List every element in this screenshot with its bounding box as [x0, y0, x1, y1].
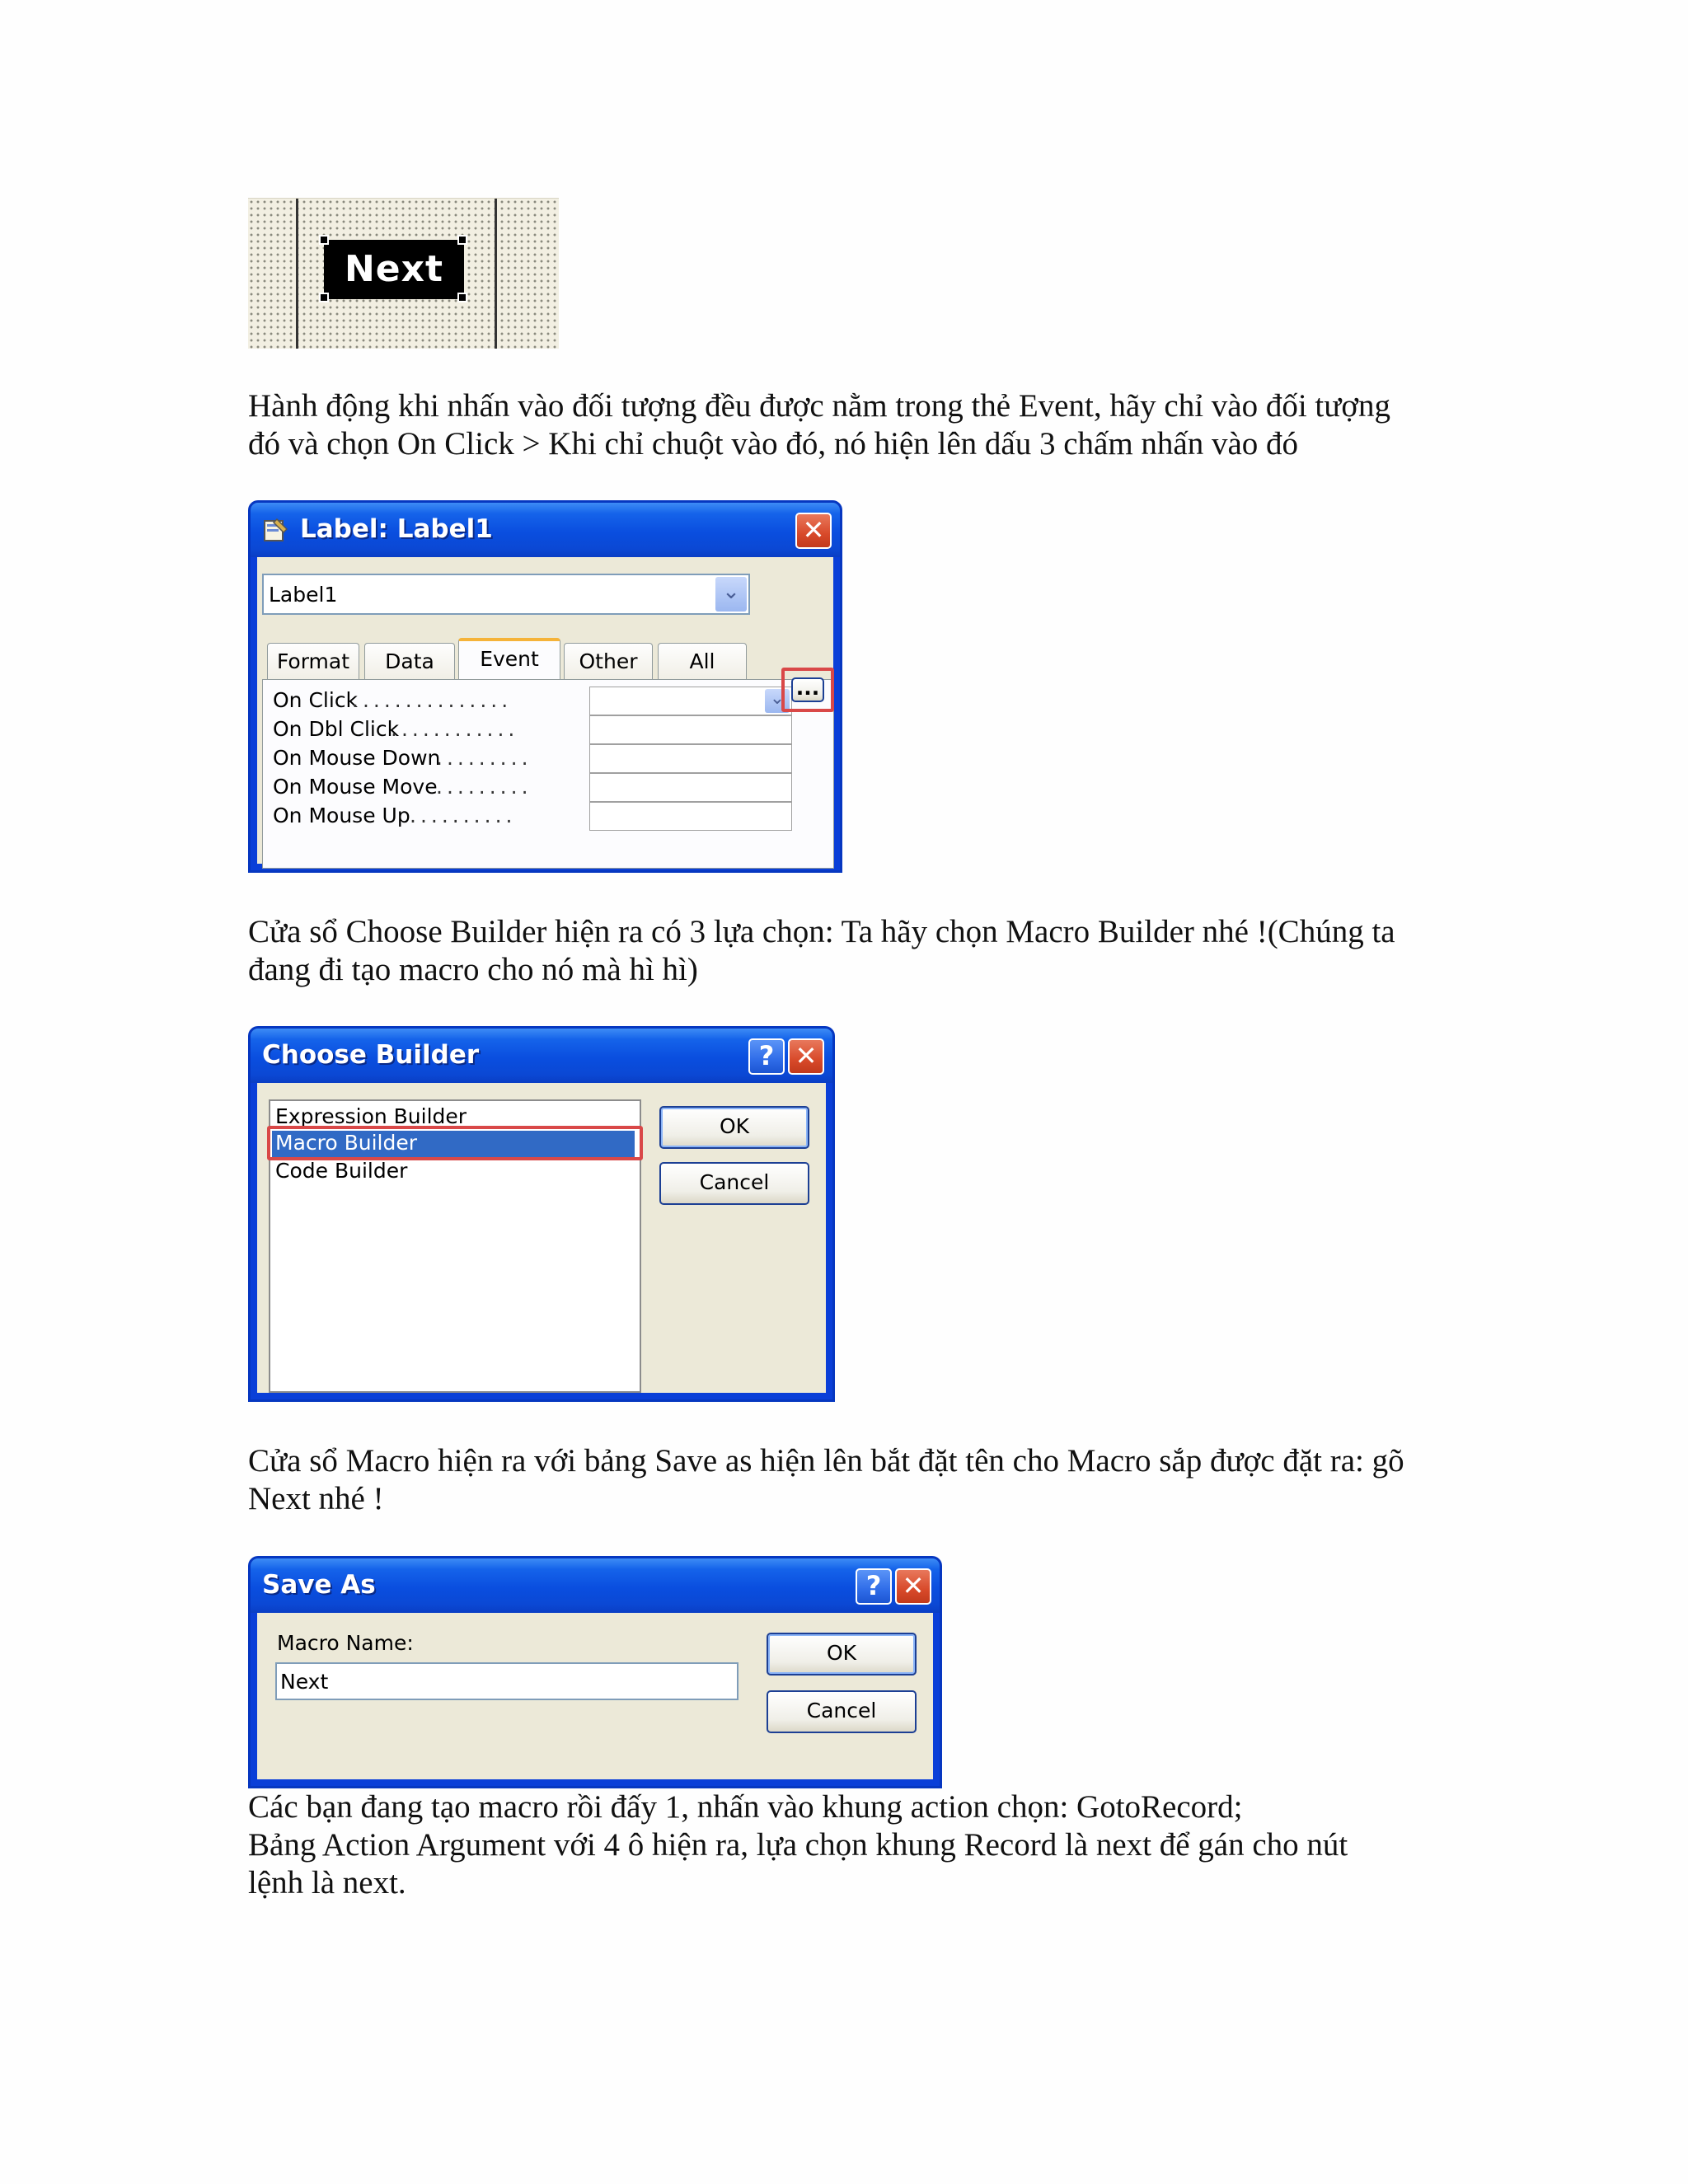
leader-dots: ......... — [436, 775, 532, 799]
property-row-on-mouse-up[interactable] — [263, 802, 840, 831]
property-label: On Click — [273, 688, 359, 712]
macro-name-input[interactable] — [275, 1662, 738, 1700]
property-row-on-mouse-down[interactable] — [263, 744, 840, 773]
paragraph-line: đó và chọn On Click > Khi chỉ chuột vào đó, nó hiện lên dấu 3 chấm nhấn vào đó — [248, 426, 1299, 462]
chevron-down-icon[interactable]: ⌄ — [765, 689, 790, 713]
paragraph-line: Hành động khi nhấn vào đối tượng đều được nằm trong thẻ Event, hãy chỉ vào đối tượng — [248, 388, 1391, 424]
property-value-field[interactable] — [589, 715, 792, 744]
form-design-grid — [248, 198, 559, 349]
paragraph-line: đang đi tạo macro cho nó mà hì hì) — [248, 952, 698, 987]
paragraph-line: lệnh là next. — [248, 1865, 406, 1900]
window-titlebar — [251, 1029, 832, 1083]
leader-dots: .......... — [410, 804, 517, 827]
close-icon[interactable]: ✕ — [788, 1038, 824, 1075]
dialog-title: Save As — [262, 1570, 376, 1600]
choose-builder-dialog — [248, 1026, 835, 1402]
paragraph-choose-builder — [248, 913, 1468, 989]
paragraph-line: Bảng Action Argument với 4 ô hiện ra, lựa chọn khung Record là next để gán cho nút — [248, 1827, 1348, 1863]
leader-dots: ......... — [436, 746, 532, 770]
resize-handle-icon[interactable] — [457, 293, 467, 302]
tab-all[interactable]: All — [658, 643, 747, 679]
dialog-title: Choose Builder — [262, 1040, 480, 1070]
property-value-field[interactable] — [589, 773, 792, 802]
help-icon[interactable]: ? — [856, 1568, 892, 1605]
window-titlebar — [251, 1558, 940, 1613]
next-command-button[interactable]: Next — [324, 240, 464, 299]
window-body — [257, 557, 833, 864]
paragraph-line: Cửa sổ Choose Builder hiện ra có 3 lựa chọn: Ta hãy chọn Macro Builder nhé !(Chúng ta — [248, 914, 1395, 949]
property-sheet-icon — [262, 516, 290, 544]
ok-button[interactable]: OK — [659, 1106, 809, 1149]
ok-button[interactable]: OK — [767, 1633, 917, 1675]
object-select-value: Label1 — [269, 583, 338, 607]
resize-handle-icon[interactable] — [319, 235, 329, 245]
macro-name-label: Macro Name: — [277, 1631, 414, 1655]
property-row-on-click[interactable] — [263, 687, 840, 715]
property-row-on-mouse-move[interactable] — [263, 773, 840, 802]
property-sheet-window — [248, 500, 842, 873]
save-as-dialog — [248, 1556, 942, 1788]
dialog-body — [257, 1613, 933, 1779]
chevron-down-icon[interactable]: ⌄ — [715, 577, 747, 612]
paragraph-goto-record — [248, 1788, 1468, 1902]
property-label: On Mouse Move — [273, 775, 438, 799]
builder-ellipsis-button[interactable]: ... — [791, 677, 824, 702]
object-select[interactable] — [262, 574, 750, 615]
leader-dots: ............... — [352, 688, 513, 712]
on-click-field[interactable] — [589, 687, 792, 715]
tab-other[interactable]: Other — [564, 643, 653, 679]
cancel-button[interactable]: Cancel — [659, 1162, 809, 1205]
grid-divider — [296, 199, 298, 349]
tab-strip — [267, 643, 836, 681]
resize-handle-icon[interactable] — [319, 293, 329, 302]
resize-handle-icon[interactable] — [457, 235, 467, 245]
leader-dots: ............ — [391, 717, 519, 741]
help-icon[interactable]: ? — [748, 1038, 785, 1075]
paragraph-event-tab — [248, 387, 1468, 463]
paragraph-line: Cửa sổ Macro hiện ra với bảng Save as hiện lên bắt đặt tên cho Macro sắp được đặt ra: gõ — [248, 1443, 1404, 1479]
grid-divider — [495, 199, 497, 349]
cancel-button[interactable]: Cancel — [767, 1690, 917, 1733]
close-icon[interactable]: ✕ — [795, 513, 832, 549]
paragraph-line: Next nhé ! — [248, 1481, 384, 1516]
tab-format[interactable]: Format — [267, 643, 359, 679]
close-icon[interactable]: ✕ — [895, 1568, 931, 1605]
list-item-label: Macro Builder — [275, 1131, 418, 1155]
property-label: On Mouse Up — [273, 804, 410, 827]
window-title: Label: Label1 — [300, 514, 493, 544]
paragraph-line: Các bạn đang tạo macro rồi đấy 1, nhấn vào khung action chọn: GotoRecord; — [248, 1789, 1243, 1825]
property-row-on-dbl-click[interactable] — [263, 715, 840, 744]
property-value-field[interactable] — [589, 802, 792, 831]
macro-name-value: Next — [280, 1670, 329, 1694]
property-value-field[interactable] — [589, 744, 792, 773]
tab-data[interactable]: Data — [364, 643, 455, 679]
list-item[interactable]: Expression Builder — [275, 1104, 467, 1128]
property-label: On Dbl Click — [273, 717, 400, 741]
property-label: On Mouse Down — [273, 746, 441, 770]
tab-event[interactable]: Event — [458, 638, 560, 681]
list-item[interactable]: Code Builder — [275, 1159, 408, 1183]
window-titlebar — [251, 503, 840, 557]
paragraph-save-as — [248, 1442, 1468, 1518]
highlight-box — [267, 1126, 643, 1160]
event-properties-panel — [262, 679, 834, 869]
dialog-body — [257, 1083, 826, 1393]
